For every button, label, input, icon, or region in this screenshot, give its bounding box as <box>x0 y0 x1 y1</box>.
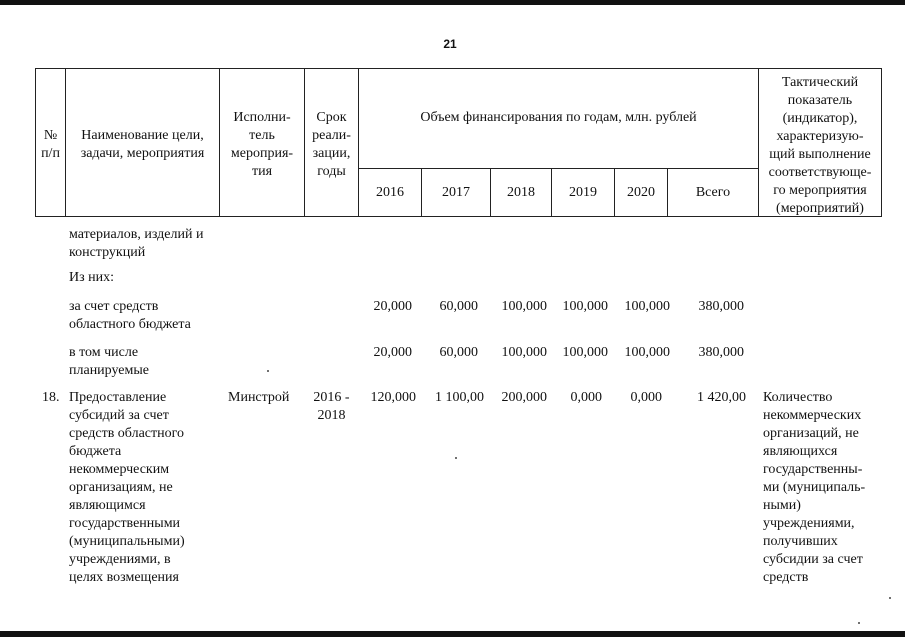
header-year-2017: 2017 <box>442 185 470 200</box>
row-name-planned: в том числе планируемые <box>69 345 150 378</box>
cell-total: 380,000 <box>698 299 744 314</box>
header-year-2016: 2016 <box>376 185 404 200</box>
cell-2017: 60,000 <box>439 345 478 360</box>
scan-speck <box>889 597 891 599</box>
row-name-regional-budget: за счет средств областного бюджета <box>69 299 191 332</box>
cell-2017: 1 100,00 <box>435 390 484 405</box>
header-num: № п/п <box>41 128 60 161</box>
header-term: Срок реали- зации, годы <box>312 110 351 179</box>
header-year-2018: 2018 <box>507 185 535 200</box>
scan-speck <box>858 622 860 624</box>
row-indicator: Количество некоммерческих организаций, не являющихся государственны- ми (муниципаль- ными) учреждениями, получивших субсидии за счет средств <box>763 390 866 585</box>
row-term: 2016 - 2018 <box>313 390 350 423</box>
row-name-materials: материалов, изделий и конструкций <box>69 227 204 260</box>
cell-2020: 0,000 <box>630 390 662 405</box>
header-funding: Объем финансирования по годам, млн. рублей <box>420 110 697 125</box>
cell-2018: 100,000 <box>501 299 547 314</box>
bottom-border <box>0 631 905 637</box>
top-border <box>0 0 905 5</box>
cell-2020: 100,000 <box>624 345 670 360</box>
cell-2016: 120,000 <box>370 390 416 405</box>
header-name: Наименование цели, задачи, мероприятия <box>80 128 205 161</box>
scan-speck <box>267 370 269 372</box>
cell-2016: 20,000 <box>373 345 412 360</box>
row-executor: Минстрой <box>228 390 290 405</box>
cell-2019: 100,000 <box>562 299 608 314</box>
row-name-subsidies: Предоставление субсидий за счет средств областного бюджета некоммерческим организациям, не являющимся государственными (муниципальными) учреждениями, в целях возмещения <box>69 390 185 585</box>
header-indicator: Тактический показатель (индикатор), характеризую- щий выполнение соответствующе- го мероприятия (мероприятий) <box>768 75 872 216</box>
cell-2018: 200,000 <box>501 390 547 405</box>
header-year-2020: 2020 <box>627 185 655 200</box>
cell-total: 1 420,00 <box>697 390 746 405</box>
cell-2020: 100,000 <box>624 299 670 314</box>
row-number: 18. <box>42 390 60 405</box>
cell-2016: 20,000 <box>373 299 412 314</box>
cell-2017: 60,000 <box>439 299 478 314</box>
cell-2018: 100,000 <box>501 345 547 360</box>
cell-total: 380,000 <box>698 345 744 360</box>
cell-2019: 0,000 <box>570 390 602 405</box>
header-total: Всего <box>695 185 731 200</box>
header-year-2019: 2019 <box>569 185 597 200</box>
scan-speck <box>455 457 457 459</box>
row-name-of-them: Из них: <box>69 270 115 285</box>
header-executor: Исполни- тель мероприя- тия <box>230 110 294 179</box>
page-number: 21 <box>443 37 457 51</box>
cell-2019: 100,000 <box>562 345 608 360</box>
